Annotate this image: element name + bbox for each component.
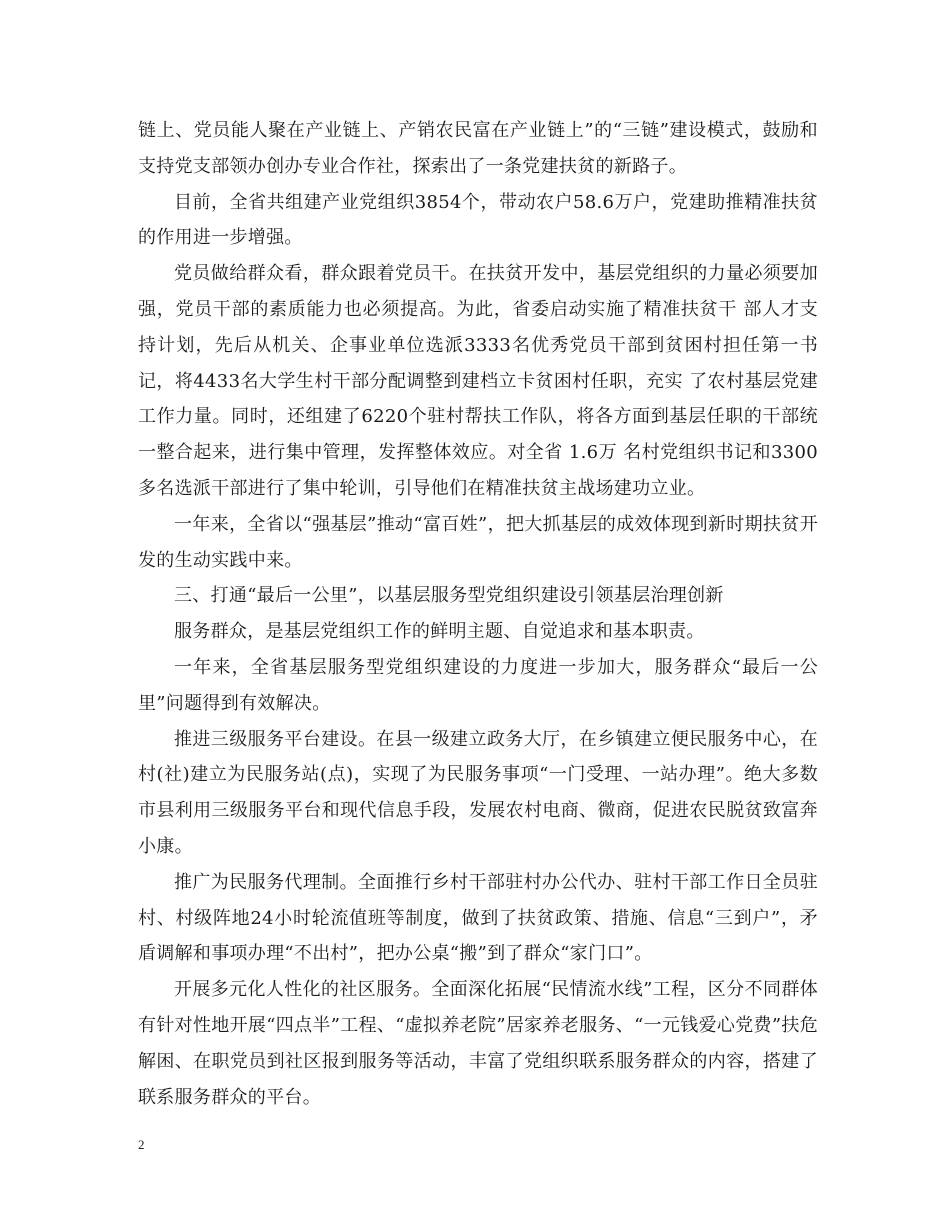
document-body — [138, 113, 818, 1115]
paragraph-6: 服务群众，是基层党组织工作的鲜明主题、自觉追求和基本职责。 — [174, 621, 705, 643]
paragraph-8: 推进三级服务平台建设。在县一级建立政务大厅，在乡镇建立便民服务中心，在村(社)建立为民服务站(点)，实现了为民服务事项“一门受理、一站办理”。绝大多数市县利用三级服务平台和现代信息手段，发展农村电商、微商，促进农民脱贫致富奔小康。 — [138, 728, 818, 857]
paragraph-2: 目前，全省共组建产业党组织3854个，带动农户58.6万户，党建助推精准扶贫的作用进一步增强。 — [138, 191, 818, 249]
paragraph-1: 链上、党员能人聚在产业链上、产销农民富在产业链上”的“三链”建设模式，鼓励和支持党支部领办创办专业合作社，探索出了一条党建扶贫的新路子。 — [138, 120, 818, 177]
paragraph-7: 一年来，全省基层服务型党组织建设的力度进一步加大，服务群众“最后一公里”问题得到有效解决。 — [138, 656, 818, 714]
paragraph-9: 推广为民服务代理制。全面推行乡村干部驻村办公代办、驻村干部工作日全员驻村、村级阵地24小时轮流值班等制度，做到了扶贫政策、措施、信息“三到户”，矛盾调解和事项办理“不出村”，把办公桌“搬”到了群众“家门口”。 — [138, 871, 818, 965]
paragraph-4: 一年来，全省以“强基层”推动“富百姓”，把大抓基层的成效体现到新时期扶贫开发的生动实践中来。 — [138, 513, 818, 571]
section-heading: 三、打通“最后一公里”，以基层服务型党组织建设引领基层治理创新 — [174, 585, 724, 607]
paragraph-10: 开展多元化人性化的社区服务。全面深化拓展“民情流水线”工程，区分不同群体有针对性地开展“四点半”工程、“虚拟养老院”居家养老服务、“一元钱爱心党费”扶危解困、在职党员到社区报到服务等活动，丰富了党组织联系服务群众的内容，搭建了联系服务群众的平台。 — [138, 979, 818, 1108]
page-number: 2 — [138, 1137, 145, 1152]
paragraph-3: 党员做给群众看，群众跟着党员干。在扶贫开发中，基层党组织的力量必须要加强，党员干部的素质能力也必须提高。为此，省委启动实施了精准扶贫干 部人才支持计划，先后从机关、企事业单位选派3333名优秀党员干部到贫困村担任第一书记，将4433名大学生村干部分配调整到建档立卡贫困村任职，充实 了农村基层党建工作力量。同时，还组建了6220个驻村帮扶工作队，将各方面到基层任职的干部统一整合起来，进行集中管理，发挥整体效应。对全省 1.6万 名村党组织书记和3300多名选派干部进行了集中轮训，引导他们在精准扶贫主战场建功立业。 — [138, 263, 818, 499]
